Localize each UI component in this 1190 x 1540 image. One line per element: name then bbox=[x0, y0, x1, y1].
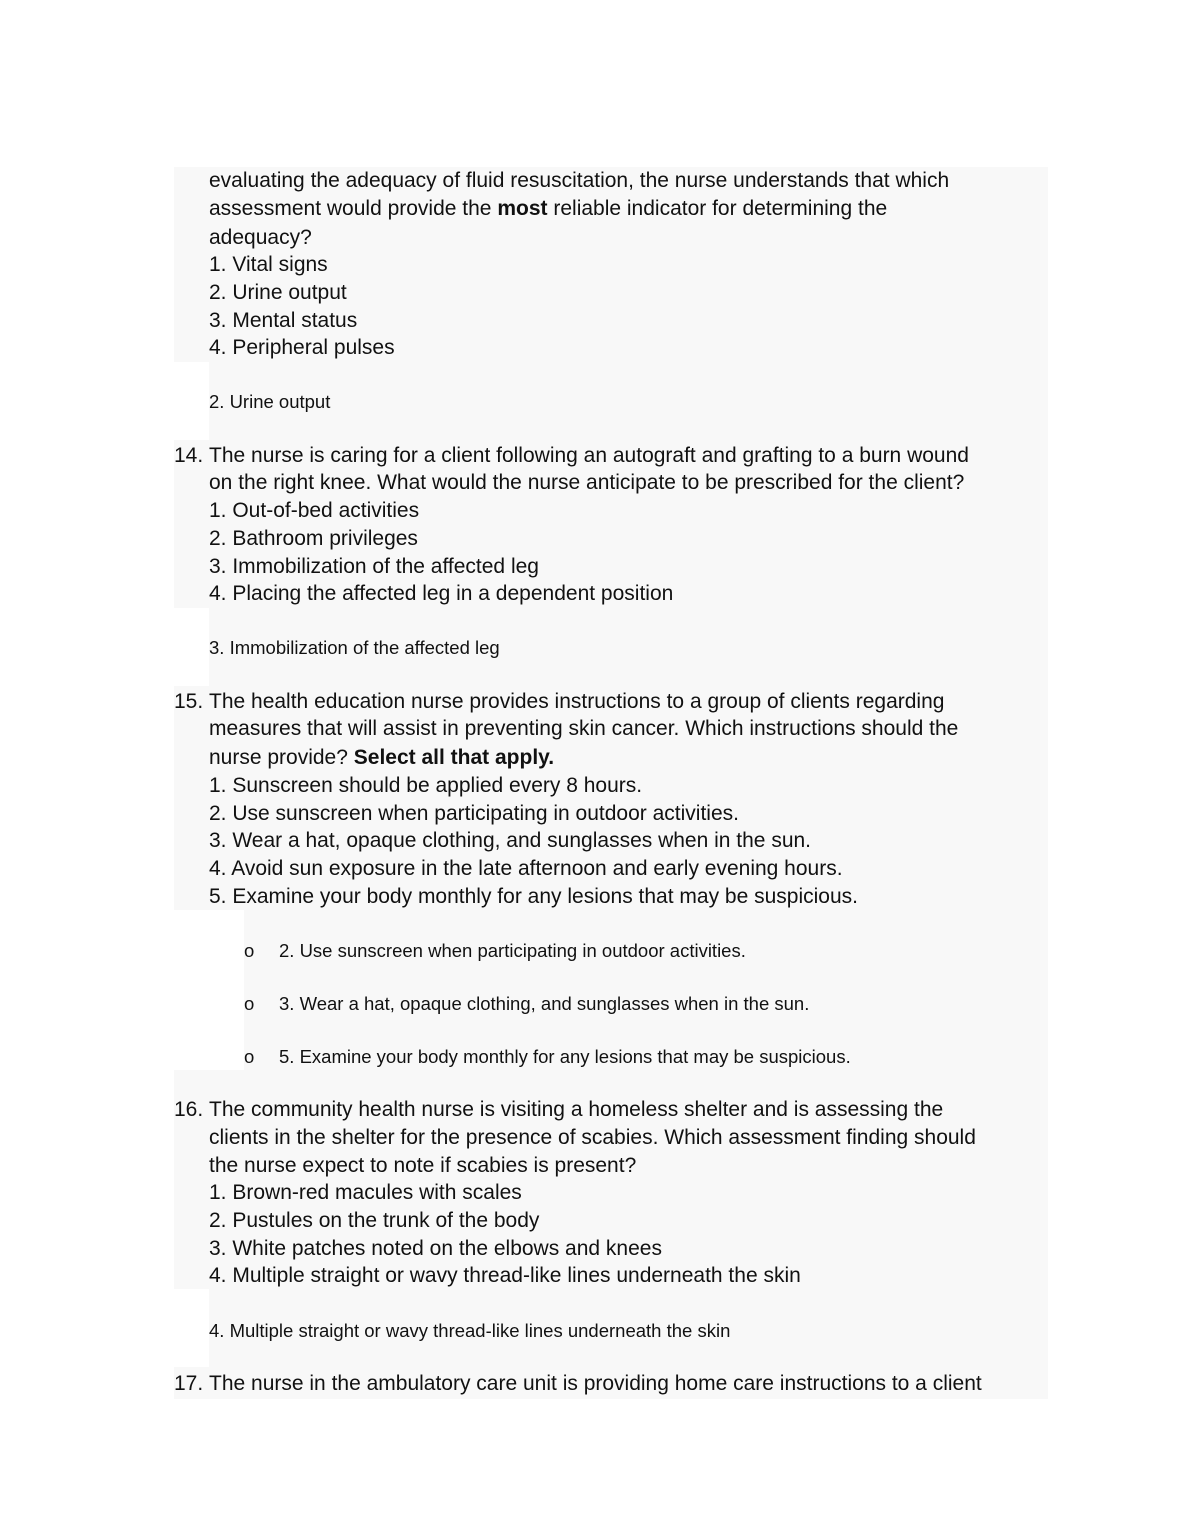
bullet-marker: o bbox=[244, 1046, 255, 1067]
shade-block bbox=[209, 362, 1048, 440]
question-number: 17. bbox=[174, 1372, 204, 1395]
question-15-stem-line-1: The health education nurse provides instructions to a group of clients regarding bbox=[209, 690, 945, 713]
answer-text: 2. Urine output bbox=[209, 391, 331, 412]
question-16-stem-line-1: The community health nurse is visiting a homeless shelter and is assessing the bbox=[209, 1098, 944, 1121]
question-number: 15. bbox=[174, 690, 204, 713]
stem-emphasis: most bbox=[497, 197, 548, 220]
answer-text: 4. Multiple straight or wavy thread-like lines underneath the skin bbox=[209, 1320, 731, 1341]
stem-text: reliable indicator for determining the bbox=[547, 197, 888, 220]
bullet-marker: o bbox=[244, 940, 255, 961]
option-item: 3. Wear a hat, opaque clothing, and sunglasses when in the sun. bbox=[209, 829, 812, 852]
option-item: 4. Multiple straight or wavy thread-like lines underneath the skin bbox=[209, 1264, 801, 1287]
option-item: 3. Immobilization of the affected leg bbox=[209, 555, 539, 578]
question-13-stem-line-1: evaluating the adequacy of fluid resuscitation, the nurse understands that which bbox=[209, 169, 950, 192]
option-item: 2. Bathroom privileges bbox=[209, 527, 418, 550]
answer-text: 3. Immobilization of the affected leg bbox=[209, 637, 500, 658]
option-item: 5. Examine your body monthly for any lesions that may be suspicious. bbox=[209, 885, 858, 908]
question-16-stem-line-2: clients in the shelter for the presence of scabies. Which assessment finding should bbox=[209, 1126, 976, 1149]
option-item: 1. Brown-red macules with scales bbox=[209, 1181, 522, 1204]
option-item: 1. Out-of-bed activities bbox=[209, 499, 420, 522]
question-13-stem-line-2 bbox=[209, 197, 887, 221]
stem-text: nurse provide? bbox=[209, 746, 354, 769]
option-item: 3. White patches noted on the elbows and knees bbox=[209, 1237, 662, 1260]
answer-text: 3. Wear a hat, opaque clothing, and sunglasses when in the sun. bbox=[279, 993, 810, 1014]
question-15-stem-line-2: measures that will assist in preventing skin cancer. Which instructions should the bbox=[209, 717, 959, 740]
question-number: 14. bbox=[174, 444, 204, 467]
question-17-stem-line-1: The nurse in the ambulatory care unit is providing home care instructions to a client bbox=[209, 1372, 982, 1395]
option-item: 2. Pustules on the trunk of the body bbox=[209, 1209, 540, 1232]
option-item: 1. Vital signs bbox=[209, 253, 328, 276]
question-13-stem-line-3: adequacy? bbox=[209, 226, 312, 249]
option-item: 4. Placing the affected leg in a dependent position bbox=[209, 582, 674, 605]
question-14-stem-line-1: The nurse is caring for a client following an autograft and grafting to a burn wound bbox=[209, 444, 969, 467]
stem-emphasis: Select all that apply. bbox=[353, 746, 555, 769]
option-item: 2. Urine output bbox=[209, 281, 347, 304]
option-item: 3. Mental status bbox=[209, 309, 358, 332]
question-number: 16. bbox=[174, 1098, 204, 1121]
option-item: 4. Avoid sun exposure in the late afternoon and early evening hours. bbox=[209, 857, 843, 880]
question-16-stem-line-3: the nurse expect to note if scabies is present? bbox=[209, 1154, 637, 1177]
bullet-marker: o bbox=[244, 993, 255, 1014]
answer-text: 5. Examine your body monthly for any lesions that may be suspicious. bbox=[279, 1046, 851, 1067]
question-14-stem-line-2: on the right knee. What would the nurse anticipate to be prescribed for the client? bbox=[209, 471, 965, 494]
option-item: 4. Peripheral pulses bbox=[209, 336, 395, 359]
answer-text: 2. Use sunscreen when participating in outdoor activities. bbox=[279, 940, 746, 961]
option-item: 1. Sunscreen should be applied every 8 hours. bbox=[209, 774, 643, 797]
option-item: 2. Use sunscreen when participating in outdoor activities. bbox=[209, 802, 739, 825]
stem-text: assessment would provide the bbox=[209, 197, 498, 220]
question-15-stem-line-3 bbox=[209, 746, 554, 770]
